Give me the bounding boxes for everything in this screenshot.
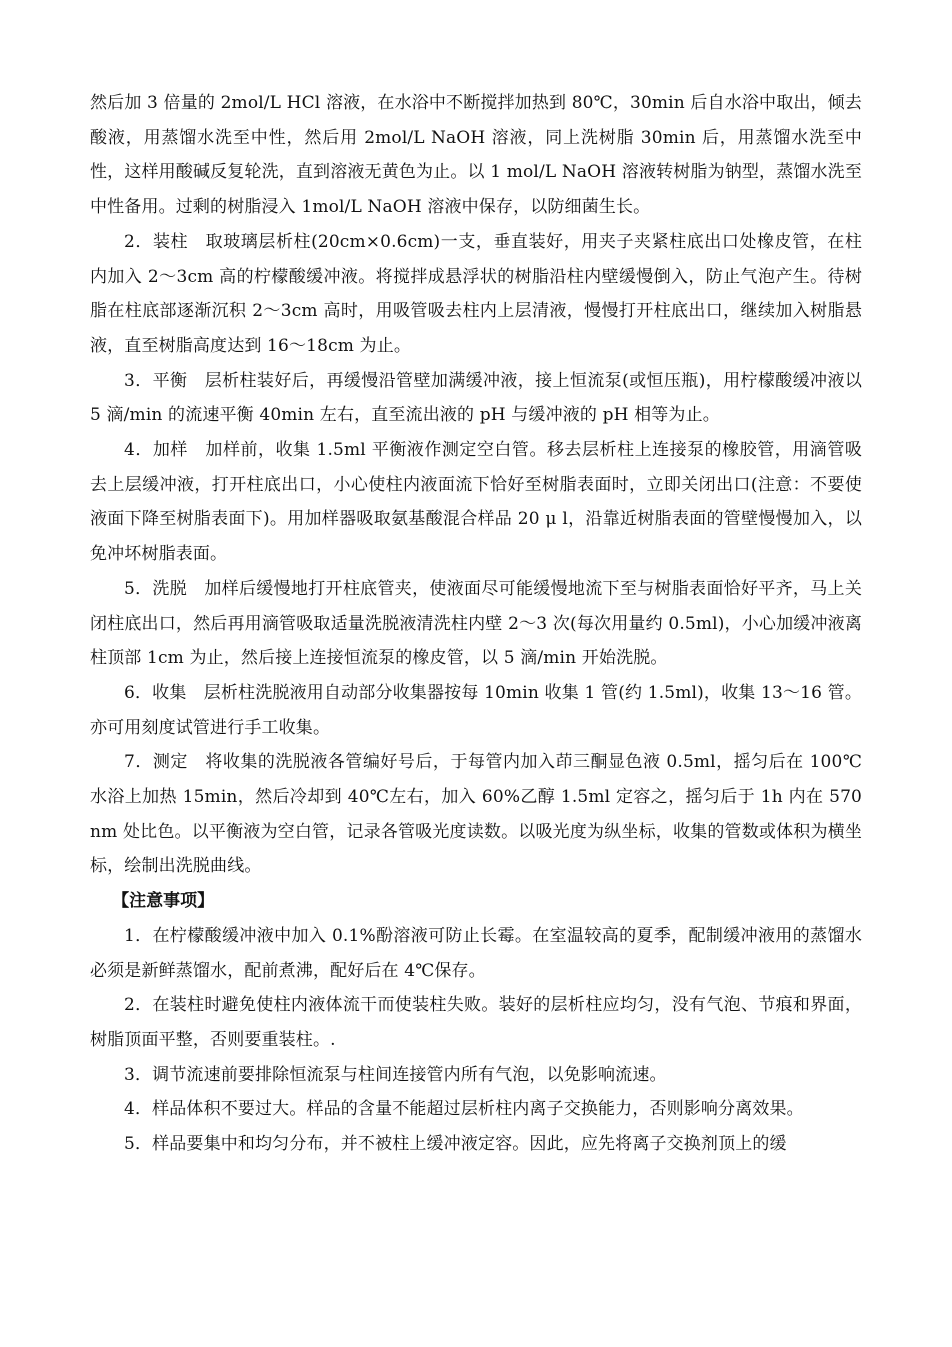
paragraph-step-equilibration: 3．平衡 层析柱装好后，再缓慢沿管壁加满缓冲液，接上恒流泵(或恒压瓶)，用柠檬酸缓冲液以 5 滴/min 的流速平衡 40min 左右，直至流出液的 pH 与缓冲液的 pH 相等为止。 — [90, 370, 862, 426]
notes-heading: 【注意事项】 — [112, 891, 215, 912]
paragraph-step-sample-loading: 4．加样 加样前，收集 1.5ml 平衡液作测定空白管。移去层析柱上连接泵的橡胶管，用滴管吸去上层缓冲液，打开柱底出口，小心使柱内液面流下恰好至树脂表面时，立即关闭出口(注意：不要使液面下降至树脂表面下)。用加样器吸取氨基酸混合样品 20 μ l，沿靠近树脂表面的管壁慢慢加入，以免冲坏树脂表面。 — [90, 440, 862, 565]
note-item: 2．在装柱时避免使柱内液体流干而使装柱失败。装好的层析柱应均匀，没有气泡、节痕和界面，树脂顶面平整，否则要重装柱。. — [90, 995, 862, 1050]
paragraph-resin-pretreatment: 然后加 3 倍量的 2mol/L HCl 溶液，在水浴中不断搅拌加热到 80℃，30min 后自水浴中取出，倾去酸液，用蒸馏水洗至中性，然后用 2mol/L NaOH 溶液，同上洗树脂 30min 后，用蒸馏水洗至中性，这样用酸碱反复轮洗，直到溶液无黄色为止。以 1 mol/L NaOH 溶液转树脂为钠型，蒸馏水洗至中性备用。过剩的树脂浸入 1mol/L NaOH 溶液中保存，以防细菌生长。 — [90, 93, 862, 218]
paragraph-step-elution: 5．洗脱 加样后缓慢地打开柱底管夹，使液面尽可能缓慢地流下至与树脂表面恰好平齐，马上关闭柱底出口，然后再用滴管吸取适量洗脱液清洗柱内壁 2～3 次(每次用量约 0.5ml)，小心加缓冲液离柱顶部 1cm 为止，然后接上连接恒流泵的橡皮管，以 5 滴/min 开始洗脱。 — [90, 578, 862, 669]
note-item: 5．样品要集中和均匀分布，并不被柱上缓冲液定容。因此，应先将离子交换剂顶上的缓 — [124, 1134, 787, 1155]
note-item: 1．在柠檬酸缓冲液中加入 0.1%酚溶液可防止长霉。在室温较高的夏季，配制缓冲液用的蒸馏水必须是新鲜蒸馏水，配前煮沸，配好后在 4℃保存。 — [90, 925, 862, 981]
paragraph-step-packing: 2．装柱 取玻璃层析柱(20cm×0.6cm)一支，垂直装好，用夹子夹紧柱底出口处橡皮管，在柱内加入 2～3cm 高的柠檬酸缓冲液。将搅拌成悬浮状的树脂沿柱内壁缓慢倒入，防止气泡产生。待树脂在柱底部逐渐沉积 2～3cm 高时，用吸管吸去柱内上层清液，慢慢打开柱底出口，继续加入树脂悬液，直至树脂高度达到 16～18cm 为止。 — [90, 231, 862, 356]
note-item: 3．调节流速前要排除恒流泵与柱间连接管内所有气泡，以免影响流速。 — [124, 1064, 667, 1085]
paragraph-step-collection: 6．收集 层析柱洗脱液用自动部分收集器按每 10min 收集 1 管(约 1.5ml)，收集 13～16 管。亦可用刻度试管进行手工收集。 — [90, 682, 862, 738]
note-item: 4．样品体积不要过大。样品的含量不能超过层析柱内离子交换能力，否则影响分离效果。 — [124, 1099, 804, 1120]
paragraph-step-measurement: 7．测定 将收集的洗脱液各管编好号后，于每管内加入茚三酮显色液 0.5ml，摇匀后在 100℃水浴上加热 15min，然后冷却到 40℃左右，加入 60%乙醇 1.5ml 定容之，摇匀后于 1h 内在 570nm 处比色。以平衡液为空白管，记录各管吸光度读数。以吸光度为纵坐标，收集的管数或体积为横坐标，绘制出洗脱曲线。 — [90, 752, 862, 877]
